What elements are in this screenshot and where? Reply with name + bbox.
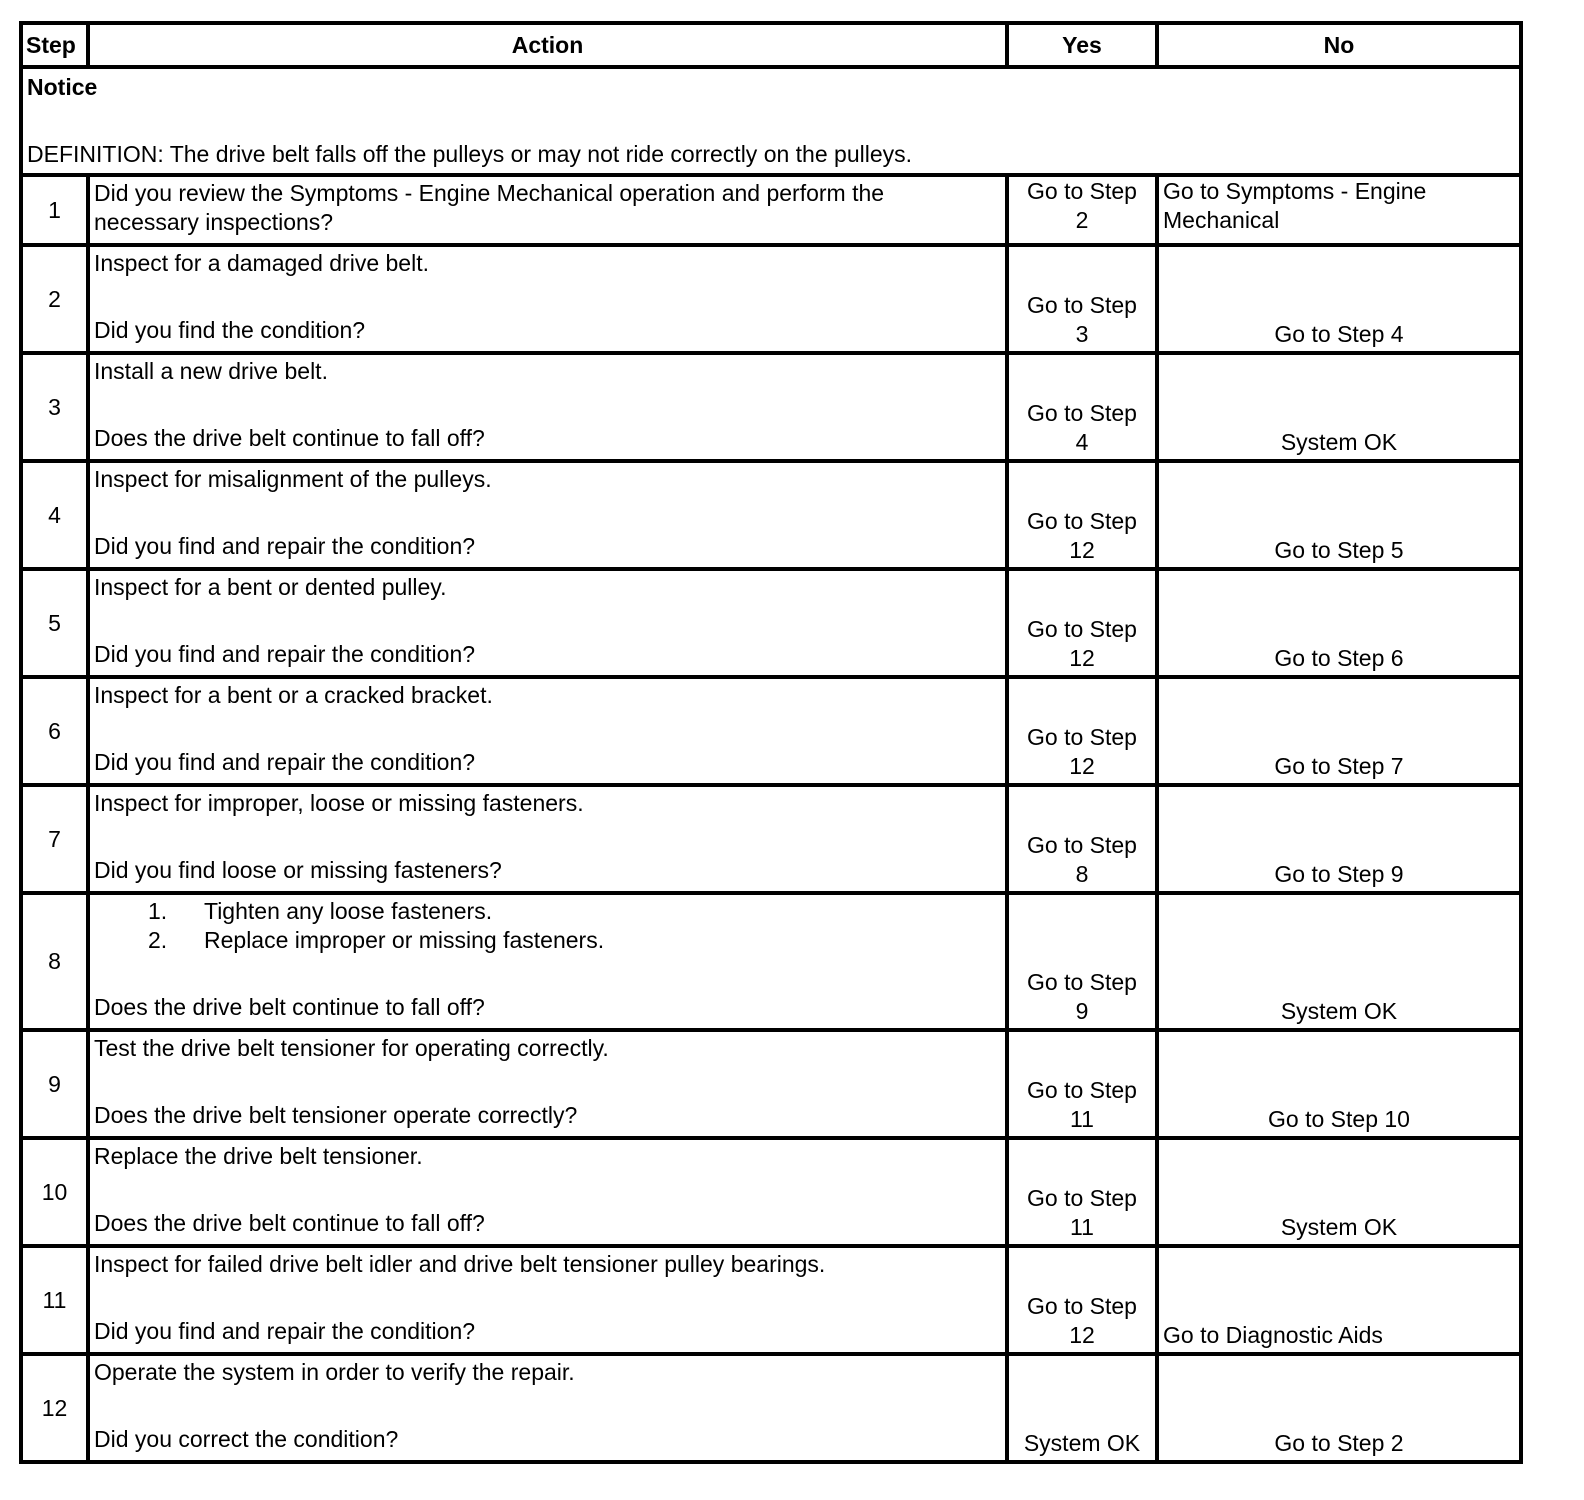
action-text: Operate the system in order to verify the repair. [94,1359,575,1385]
header-row [21,23,1521,67]
no-cell [1157,677,1521,785]
action-cell [88,1138,1007,1246]
table-row [21,677,1521,785]
no-cell [1157,1138,1521,1246]
yes-cell [1007,245,1157,353]
action-cell [88,245,1007,353]
yes-cell [1007,677,1157,785]
list-item [94,897,1001,926]
action-cell [88,1246,1007,1354]
no-text: Go to Step 4 [1274,321,1404,347]
action-text: necessary inspections? [94,209,334,235]
yes-text: 9 [1075,998,1089,1024]
action-cell [88,1030,1007,1138]
no-cell [1157,569,1521,677]
yes-cell [1007,175,1157,245]
action-cell [88,353,1007,461]
yes-text: Go to Step [1027,1185,1137,1211]
yes-text: Go to Step [1027,1293,1137,1319]
yes-text: 4 [1075,429,1089,455]
no-cell [1157,1354,1521,1462]
step-number: 3 [21,353,88,461]
yes-cell [1007,353,1157,461]
yes-text: Go to Step [1027,400,1137,426]
action-text: Inspect for misalignment of the pulleys. [94,466,492,492]
question-text: Does the drive belt continue to fall off? [94,1210,485,1236]
table-row [21,353,1521,461]
yes-cell [1007,893,1157,1030]
list-item-number: 2. [148,927,168,953]
list-item [94,926,1001,955]
table-row [21,1354,1521,1462]
action-text: Did you review the Symptoms - Engine Mechanical operation and perform the [94,180,885,206]
yes-cell [1007,569,1157,677]
yes-text: Go to Step [1027,616,1137,642]
no-text: Go to Step 10 [1268,1106,1410,1132]
table-row [21,893,1521,1030]
step-number: 6 [21,677,88,785]
no-text: Go to Step 5 [1274,537,1404,563]
step-number: 12 [21,1354,88,1462]
question-text: Did you find and repair the condition? [94,1318,476,1344]
yes-text: 12 [1069,537,1095,563]
action-cell [88,1354,1007,1462]
table-row [21,1246,1521,1354]
yes-text: 2 [1075,207,1089,233]
yes-text: System OK [1023,1430,1141,1456]
yes-text: Go to Step [1027,832,1137,858]
no-text: Go to Step 9 [1274,861,1404,887]
action-text: Inspect for a bent or dented pulley. [94,574,447,600]
no-text: Go to Diagnostic Aids [1163,1322,1383,1348]
step-number: 10 [21,1138,88,1246]
no-cell [1157,175,1521,245]
yes-cell [1007,1138,1157,1246]
table-row [21,1030,1521,1138]
no-cell [1157,785,1521,893]
header-action: Action [88,23,1007,67]
diagnostic-table [19,21,1523,1464]
action-cell [88,569,1007,677]
yes-text: Go to Step [1027,969,1137,995]
action-text: Inspect for failed drive belt idler and drive belt tensioner pulley bearings. [94,1251,826,1277]
step-number: 8 [21,893,88,1030]
no-text: System OK [1280,1214,1398,1240]
yes-cell [1007,1030,1157,1138]
notice-title: Notice [27,74,98,100]
yes-cell [1007,1354,1157,1462]
no-text: System OK [1280,429,1398,455]
list-item-number: 1. [148,898,168,924]
step-number: 4 [21,461,88,569]
yes-text: 8 [1075,861,1089,887]
yes-text: 11 [1070,1106,1094,1132]
yes-text: 12 [1069,1322,1095,1348]
question-text: Did you find and repair the condition? [94,749,476,775]
action-text: Replace the drive belt tensioner. [94,1143,423,1169]
step-number: 9 [21,1030,88,1138]
yes-cell [1007,461,1157,569]
question-text: Did you correct the condition? [94,1426,399,1452]
table-row [21,461,1521,569]
notice-cell [21,67,1521,175]
list-item-text: Replace improper or missing fasteners. [204,927,605,953]
step-number: 5 [21,569,88,677]
action-cell [88,461,1007,569]
no-text: System OK [1280,998,1398,1024]
question-text: Did you find the condition? [94,317,366,343]
table-row [21,1138,1521,1246]
yes-text: Go to Step [1027,178,1137,204]
header-no: No [1157,23,1521,67]
yes-text: Go to Step [1027,292,1137,318]
no-cell [1157,245,1521,353]
question-text: Does the drive belt continue to fall off? [94,425,485,451]
table-row [21,175,1521,245]
question-text: Did you find loose or missing fasteners? [94,857,502,883]
action-text: Test the drive belt tensioner for operating correctly. [94,1035,609,1061]
action-cell [88,785,1007,893]
table-row [21,245,1521,353]
table-row [21,569,1521,677]
yes-text: Go to Step [1027,508,1137,534]
question-text: Does the drive belt tensioner operate correctly? [94,1102,578,1128]
action-text: Inspect for improper, loose or missing fasteners. [94,790,584,816]
yes-text: 12 [1069,645,1095,671]
no-cell [1157,353,1521,461]
action-cell [88,677,1007,785]
question-text: Does the drive belt continue to fall off? [94,994,485,1020]
table-row [21,785,1521,893]
action-text: Inspect for a bent or a cracked bracket. [94,682,493,708]
notice-definition: DEFINITION: The drive belt falls off the pulleys or may not ride correctly on the pulleys. [27,141,913,167]
list-item-text: Tighten any loose fasteners. [204,898,493,924]
action-text: Inspect for a damaged drive belt. [94,250,429,276]
header-yes: Yes [1007,23,1157,67]
no-cell [1157,1030,1521,1138]
yes-text: 3 [1075,321,1089,347]
action-cell [88,893,1007,1030]
yes-text: Go to Step [1027,1077,1137,1103]
no-text: Go to Step 2 [1274,1430,1404,1456]
no-text: Go to Step 7 [1274,753,1404,779]
yes-cell [1007,1246,1157,1354]
question-text: Did you find and repair the condition? [94,533,476,559]
step-number: 2 [21,245,88,353]
yes-text: 12 [1069,753,1095,779]
step-number: 7 [21,785,88,893]
action-cell [88,175,1007,245]
header-step: Step [21,23,88,67]
yes-text: Go to Step [1027,724,1137,750]
no-text: Go to Step 6 [1274,645,1404,671]
action-text: Install a new drive belt. [94,358,328,384]
yes-text: 11 [1070,1214,1094,1240]
action-list [94,897,1001,955]
no-cell [1157,461,1521,569]
no-cell [1157,893,1521,1030]
question-text: Did you find and repair the condition? [94,641,476,667]
notice-row [21,67,1521,175]
no-text: Go to Symptoms - Engine [1163,178,1427,204]
step-number: 1 [21,175,88,245]
step-number: 11 [21,1246,88,1354]
no-cell [1157,1246,1521,1354]
no-text: Mechanical [1163,207,1280,233]
yes-cell [1007,785,1157,893]
